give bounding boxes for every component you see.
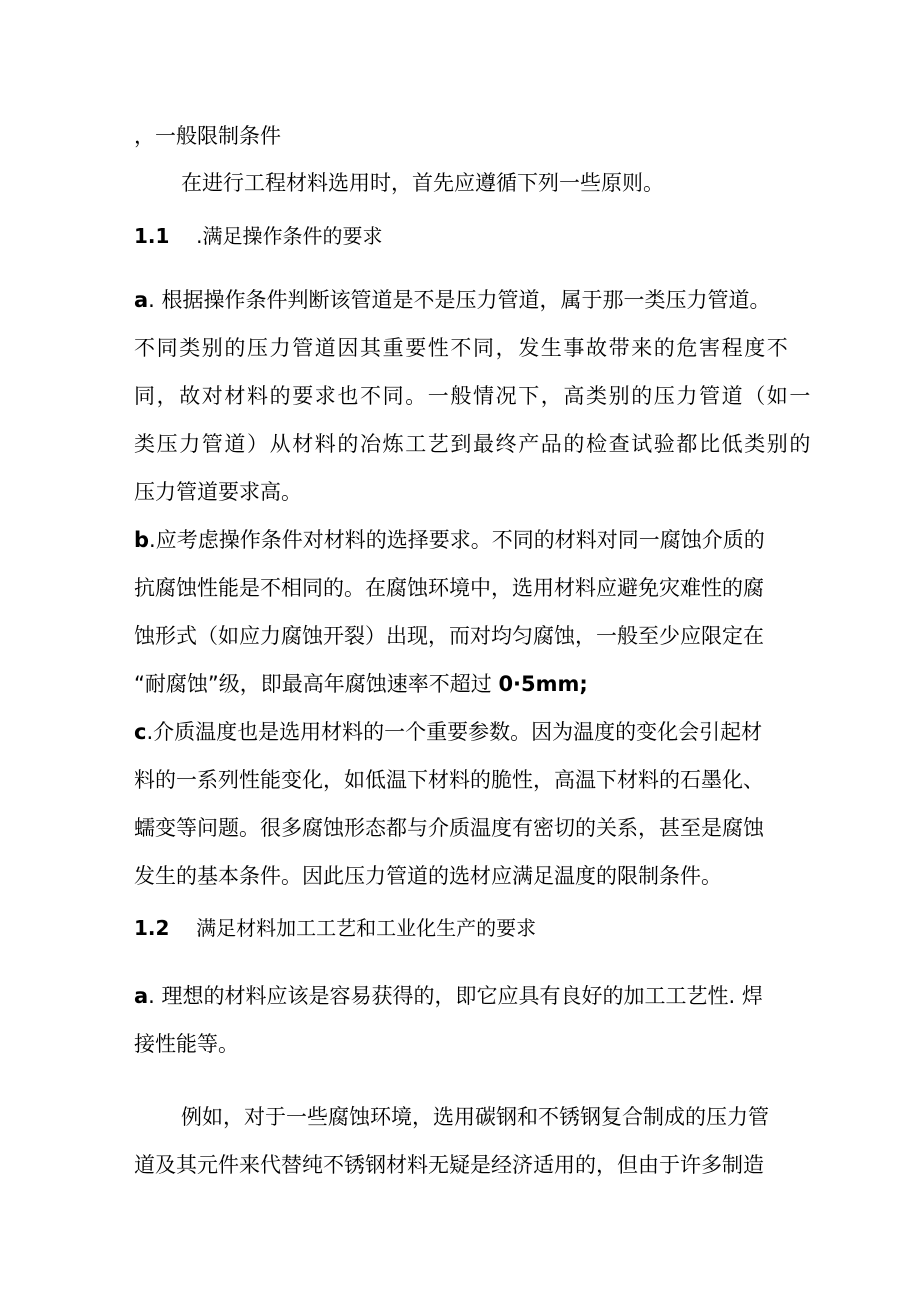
para-1-1-a-line-2: [134, 333, 789, 363]
para-1-1-b-line-4: [134, 669, 588, 699]
para-1-2-a-line-1: [134, 981, 763, 1011]
corrosion-rate-value: 0·5mm;: [498, 672, 588, 696]
para-text: 蠕变等问题。很多腐蚀形态都与介质温度有密切的关系，甚至是腐蚀: [134, 816, 764, 840]
para-text: 发生的基本条件。因此压力管道的选材应满足温度的限制条件。: [134, 864, 722, 888]
heading-1-1-title: .满足操作条件的要求: [196, 224, 383, 248]
example-line-1: [181, 1102, 769, 1132]
para-text: 接性能等。: [134, 1032, 239, 1056]
para-text: 蚀形式（如应力腐蚀开裂）出现，而对均匀腐蚀，一般至少应限定在: [134, 624, 764, 648]
para-text: 压力管道要求高。: [134, 480, 302, 504]
para-text: . 理想的材料应该是容易获得的，即它应具有良好的加工工艺性. 焊: [148, 984, 763, 1008]
para-text: . 根据操作条件判断该管道是不是压力管道，属于那一类压力管道。: [148, 288, 771, 312]
para-1-1-a-line-3: [134, 381, 812, 411]
para-1-1-a-line-1: [134, 285, 771, 315]
section-title-text: ，一般限制条件: [134, 124, 281, 148]
para-1-2-a-line-2: [134, 1029, 239, 1059]
heading-1-1-number: 1.1: [134, 224, 170, 248]
heading-1-2: [134, 913, 536, 943]
list-marker-a: a: [134, 288, 149, 312]
para-text: 例如，对于一些腐蚀环境，选用碳钢和不锈钢复合制成的压力管: [181, 1105, 769, 1129]
para-1-1-c-line-4: [134, 861, 722, 891]
para-1-1-c-line-3: [134, 813, 764, 843]
para-1-1-a-line-5: [134, 477, 302, 507]
heading-1-2-number: 1.2: [134, 916, 170, 940]
para-text: 抗腐蚀性能是不相同的。在腐蚀环境中，选用材料应避免灾难性的腐: [134, 576, 764, 600]
para-1-1-b-line-3: [134, 621, 764, 651]
list-marker-b: b: [134, 528, 150, 552]
para-text: 类压力管道）从材料的冶炼工艺到最终产品的检查试验都比低类别的: [134, 432, 812, 456]
para-text: “耐腐蚀”级，即最高年腐蚀速率不超过: [134, 672, 499, 696]
para-1-1-c-line-1: [134, 717, 762, 747]
para-text: .应考虑操作条件对材料的选择要求。不同的材料对同一腐蚀介质的: [149, 528, 765, 552]
para-text: 不同类别的压力管道因其重要性不同，发生事故带来的危害程度不: [134, 336, 790, 360]
heading-1-1: [134, 221, 383, 251]
intro-paragraph: [181, 168, 664, 198]
para-1-1-c-line-2: [134, 765, 764, 795]
para-1-1-b-line-1: [134, 525, 765, 555]
para-1-1-b-line-2: [134, 573, 764, 603]
para-text: 料的一系列性能变化，如低温下材料的脆性，高温下材料的石墨化、: [134, 768, 764, 792]
example-line-2: [134, 1150, 764, 1180]
para-1-1-a-line-4: [134, 429, 812, 459]
list-marker-c: c: [134, 720, 147, 744]
para-text: 同，故对材料的要求也不同。一般情况下，高类别的压力管道（如一: [134, 384, 812, 408]
heading-1-2-title: 满足材料加工工艺和工业化生产的要求: [196, 916, 537, 940]
para-text: 道及其元件来代替纯不锈钢材料无疑是经济适用的，但由于许多制造: [134, 1153, 764, 1177]
intro-text: 在进行工程材料选用时，首先应遵循下列一些原则。: [181, 171, 664, 195]
section-title: [134, 121, 281, 151]
para-text: .介质温度也是选用材料的一个重要参数。因为温度的变化会引起材: [146, 720, 763, 744]
list-marker-a: a: [134, 984, 149, 1008]
